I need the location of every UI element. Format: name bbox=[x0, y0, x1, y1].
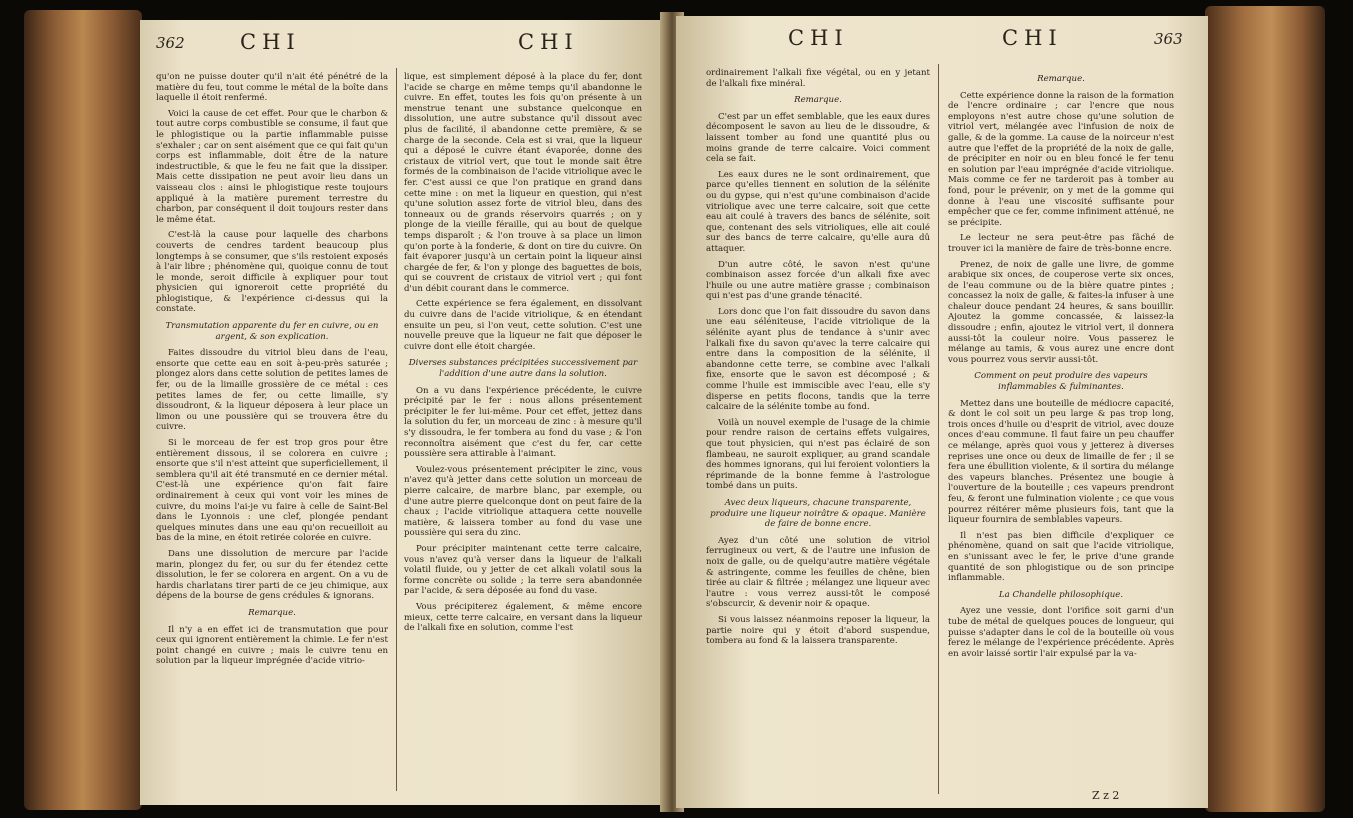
left-page-column-2 bbox=[404, 72, 642, 795]
running-head-left: CHI bbox=[240, 30, 301, 54]
page-number-right: 363 bbox=[1154, 30, 1183, 48]
paragraph: Dans une dissolution de mercure par l'acide marin, plongez du fer, ou sur du fer étendez cette dissolution, le fer se colorera en argent. On a vu de hardis charlatans tirer parti de ce jeu chimique, aux dépens de la bourse de gens crédules & ignorans. bbox=[156, 548, 388, 602]
paragraph: Pour précipiter maintenant cette terre calcaire, vous n'avez qu'à verser dans la liqueur de l'alkali volatil fluide, ou y jetter de cet alkali volatil sous la forme concrète ou solide ; la terre sera abandonnée par l'acide, & sera déposée au fond du vase. bbox=[404, 543, 642, 597]
paragraph: qu'on ne puisse douter qu'il n'ait été pénétré de la matière du feu, tout comme le métal de la boîte dans laquelle il étoit renfermé. bbox=[156, 72, 388, 104]
paragraph: Si vous laissez néanmoins reposer la liqueur, la partie noire qui y étoit d'abord suspendue, tombera au fond & la laissera transparente. bbox=[706, 614, 930, 647]
paragraph: Il n'est pas bien difficile d'expliquer ce phénomène, quand on sait que l'acide vitriolique, en s'unissant avec le fer, le prive d'une grande quantité de son phlogistique ou de son principe inflammable. bbox=[948, 530, 1174, 584]
paragraph: Vous précipiterez également, & même encore mieux, cette terre calcaire, en versant dans la liqueur de l'alkali fixe en solution, comme l'est bbox=[404, 601, 642, 634]
paragraph: Voilà un nouvel exemple de l'usage de la chimie pour rendre raison de certains effets vulgaires, que tout physicien, qui n'est pas éclairé de son flambeau, ne sauroit expliquer, au grand scandale des hommes ignorans, qui lui feroient volontiers la réprimande de la bonne femme à l'astrologue tombé dans un puits. bbox=[706, 417, 930, 492]
section-heading: La Chandelle philosophique. bbox=[998, 589, 1124, 600]
right-page bbox=[676, 16, 1208, 808]
page-number-left: 362 bbox=[156, 34, 185, 52]
right-page-column-1 bbox=[706, 68, 930, 798]
paragraph: C'est par un effet semblable, que les eaux dures décomposent le savon au lieu de le dissoudre, & laissent tomber au fond une quantité plus ou moins grande de terre calcaire. Voici comment cela se fait. bbox=[706, 111, 930, 165]
paragraph: Prenez, de noix de galle une livre, de gomme arabique six onces, de couperose verte six onces, de l'eau commune ou de la bière quatre pintes ; concassez la noix de galle, & faites-la infuser à une chaleur douce pendant 24 heures, & sans bouillir. Ajoutez la gomme concassée, & laissez-la dissoudre ; enfin, ajoutez le vitriol vert, il donnera aussi-tôt la couleur noire. Vous passerez le mélange au tamis, & vous aurez une encre dont vous pourrez vous servir aussi-tôt. bbox=[948, 259, 1174, 365]
running-head-right: CHI bbox=[1002, 26, 1063, 50]
paragraph: Voici la cause de cet effet. Pour que le charbon & tout autre corps combustible se consume, il faut que le phlogistique ou la partie inflammable puisse s'exhaler ; car on sent aisément que ce qui fait qu'un corps est inflammable, doit être de la nature indestructible, & que le feu ne fait que la dissiper. Mais cette dissipation ne peut avoir lieu dans un vaisseau clos : ainsi le phlogistique reste toujours appliqué à la matière purement terrestre du charbon, par conséquent il doit toujours rester dans le même état. bbox=[156, 108, 388, 225]
paragraph: lique, est simplement déposé à la place du fer, dont l'acide se charge en même temps qu'il abandonne le cuivre. En effet, toutes les fois qu'on présente à un menstrue tenant une substance quelconque en dissolution, une autre substance qu'il dissout avec plus de facilité, il abandonne cette première, & se charge de la seconde. Cela est si vrai, que la liqueur qui a déposé le cuivre étant évaporée, donne des cristaux de vitriol vert, que tout le monde sait être formés de la combinaison de l'acide vitriolique avec le fer. C'est aussi ce que l'on pratique en grand dans cette mine : on met la liqueur en question, qui n'est qu'une solution assez forte de vitriol bleu, dans des tonneaux ou de grands réservoirs quarrés ; on y plonge de la vieille féraille, qui au bout de quelque temps disparoît ; & l'on trouve à sa place un limon qu'on porte à la fonderie, & dont on tire du cuivre. On fait évaporer jusqu'à un certain point la liqueur ainsi chargée de fer, & l'on y plonge des baguettes de bois, qui se couvrent de cristaux de vitriol vert ; qui font d'un débit courant dans le commerce. bbox=[404, 72, 642, 294]
section-heading: Diverses substances précipitées successivement par l'addition d'une autre dans la solution. bbox=[408, 358, 638, 380]
paragraph: Les eaux dures ne le sont ordinairement, que parce qu'elles tiennent en solution de la sélénite ou du gypse, qui n'est qu'une combinaison d'acide vitriolique avec une terre calcaire, soit que cette eau ait coulé à travers des bancs de sélénite, soit que, contenant des sels vitrioliques, elle ait coulé sur des bancs de terre calcaire, qu'elle aura dû attaquer. bbox=[706, 169, 930, 254]
section-heading: Remarque. bbox=[794, 95, 842, 106]
book-edge-right bbox=[1205, 6, 1325, 812]
column-rule bbox=[938, 64, 939, 794]
paragraph: Faites dissoudre du vitriol bleu dans de l'eau, ensorte que cette eau en soit à-peu-près saturée ; plongez alors dans cette solution de petites lames de fer, ou de la limaille grossière de ce métal : ces petites lames de fer, ou cette limaille, s'y dissoudront, & la liqueur déposera à leur place un limon ou une poussière qui se trouvera être du cuivre. bbox=[156, 348, 388, 433]
column-rule bbox=[396, 68, 397, 791]
paragraph: Le lecteur ne sera peut-être pas fâché de trouver ici la manière de faire de très-bonne encre. bbox=[948, 233, 1174, 254]
left-page-column-1 bbox=[156, 72, 388, 795]
section-heading: Remarque. bbox=[1037, 74, 1085, 84]
paragraph: Lors donc que l'on fait dissoudre du savon dans une eau séléniteuse, l'acide vitriolique de la sélénite ayant plus de tendance à s'unir avec l'alkali fixe du savon qu'avec la terre calcaire qui entre dans la composition de la sélénite, il abandonne cette terre, se combine avec l'alkali fixe, ensorte que le savon est décomposé ; & comme l'huile est immiscible avec l'eau, elle s'y disperse en petits flocons, tandis que la terre calcaire de la sélénite tombe au fond. bbox=[706, 306, 930, 413]
section-heading: Transmutation apparente du fer en cuivre, ou en argent, & son explication. bbox=[165, 321, 379, 342]
left-page bbox=[140, 20, 668, 805]
paragraph: D'un autre côté, le savon n'est qu'une combinaison assez forcée d'un alkali fixe avec l'huile ou une autre matière grasse ; combinaison qui n'est pas d'une grande ténacité. bbox=[706, 259, 930, 302]
paragraph: On a vu dans l'expérience précédente, le cuivre précipité par le fer : nous allons présentement précipiter le fer lui-même. Pour cet effet, jettez dans la solution du fer, un morceau de zinc : à mesure qu'il s'y dissoudra, le fer tombera au fond du vase ; & l'on reconnoîtra aisément que c'est du fer, car cette poussière sera attirable à l'aimant. bbox=[404, 385, 642, 460]
paragraph: Si le morceau de fer est trop gros pour être entièrement dissous, il se colorera en cuivre ; ensorte que s'il n'est atteint que superficiellement, il semblera qu'il ait été transmuté en ce dernier métal. C'est-là une expérience qu'on fait faire ordinairement à ceux qui vont voir les mines de cuivre, du moins l'ai-je vu faire à celle de Saint-Bel dans le Lyonnois : une clef, plongée pendant quelques minutes dans une eau qu'on recueilloit au bas de la mine, en étoit retirée colorée en cuivre. bbox=[156, 438, 388, 544]
right-page-column-2 bbox=[948, 68, 1174, 798]
section-heading: Remarque. bbox=[248, 607, 296, 618]
running-head-right-center: CHI bbox=[788, 26, 849, 50]
signature-mark: Z z 2 bbox=[1092, 789, 1120, 802]
book-edge-left bbox=[24, 10, 142, 810]
paragraph: ordinairement l'alkali fixe végétal, ou en y jetant de l'alkali fixe minéral. bbox=[706, 68, 930, 89]
section-heading: Comment on peut produire des vapeurs inflammables & fulminantes. bbox=[974, 371, 1148, 393]
running-head-left-center: CHI bbox=[518, 30, 579, 54]
paragraph: Cette expérience se fera également, en dissolvant du cuivre dans de l'acide vitriolique, & en étendant ensuite un peu, si l'on veut, cette solution. C'est une nouvelle preuve que la liqueur ne fait que déposer le cuivre dont elle étoit chargée. bbox=[404, 299, 642, 352]
paragraph: Ayez une vessie, dont l'orifice soit garni d'un tube de métal de quelques pouces de longueur, qui puisse s'adapter dans le col de la bouteille où vous ferez le mélange de l'expérience précédente. Après en avoir laissé sortir l'air expulsé par la va- bbox=[948, 606, 1174, 659]
paragraph: Ayez d'un côté une solution de vitriol ferrugineux ou vert, & de l'autre une infusion de noix de galle, ou de quelqu'autre matière végétale & astringente, comme les feuilles de chêne, bien tirée au clair & filtrée ; mélangez une liqueur avec l'autre : vous verrez aussi-tôt le composé s'obscurcir, & devenir noir & opaque. bbox=[706, 535, 930, 610]
paragraph: C'est-là la cause pour laquelle des charbons couverts de cendres tardent beaucoup plus longtemps à se consumer, que s'ils restoient exposés à l'air libre ; phénomène qui, quoique connu de tout le monde, seroit difficile à expliquer pour tout physicien qui ignoreroit cette propriété du phlogistique, & l'expérience ci-dessus qui la constate. bbox=[156, 230, 388, 315]
section-heading: Avec deux liqueurs, chacune transparente, produire une liqueur noirâtre & opaque. Manière de faire de bonne encre. bbox=[710, 497, 926, 530]
paragraph: Mettez dans une bouteille de médiocre capacité, & dont le col soit un peu large & pas trop long, trois onces d'huile ou d'esprit de vitriol, avec douze onces d'eau commune. Il faut faire un peu chauffer ce mélange, après quoi vous y jetterez à diverses reprises une once ou deux de limaille de fer ; il se fera une ébullition violente, & il sortira du mélange des vapeurs blanches. Présentez une bougie à l'ouverture de la bouteille ; ces vapeurs prendront feu, & feront une fulmination violente ; ce que vous pourrez réitérer même plusieurs fois, tant que la liqueur fournira de semblables vapeurs. bbox=[948, 398, 1174, 526]
paragraph: Cette expérience donne la raison de la formation de l'encre ordinaire ; car l'encre que nous employons n'est autre chose qu'une solution de vitriol vert, mélangée avec l'infusion de noix de galle, & de la gomme. La cause de la noirceur n'est autre que l'effet de la propriété de la noix de galle, de précipiter en noir ou en bleu foncé le fer tenu en solution par l'eau imprégnée d'acide vitriolique. Mais comme ce fer ne tarderoit pas à tomber au fond, pour le prévenir, on y met de la gomme qui donne à l'eau une viscosité suffisante pour empêcher que ce fer, comme infiniment atténué, ne se précipite. bbox=[948, 90, 1174, 228]
paragraph: Voulez-vous présentement précipiter le zinc, vous n'avez qu'à jetter dans cette solution un morceau de pierre calcaire, de marbre blanc, par exemple, ou d'une autre pierre quelconque dont on peut faire de la chaux ; l'acide vitriolique attaquera cette nouvelle matière, & laissera tomber au fond du vase une poussière qui sera du zinc. bbox=[404, 464, 642, 539]
paragraph: Il n'y a en effet ici de transmutation que pour ceux qui ignorent entièrement la chimie. Le fer n'est point changé en cuivre ; mais le cuivre tenu en solution par la liqueur imprégnée d'acide vitrio- bbox=[156, 624, 388, 667]
